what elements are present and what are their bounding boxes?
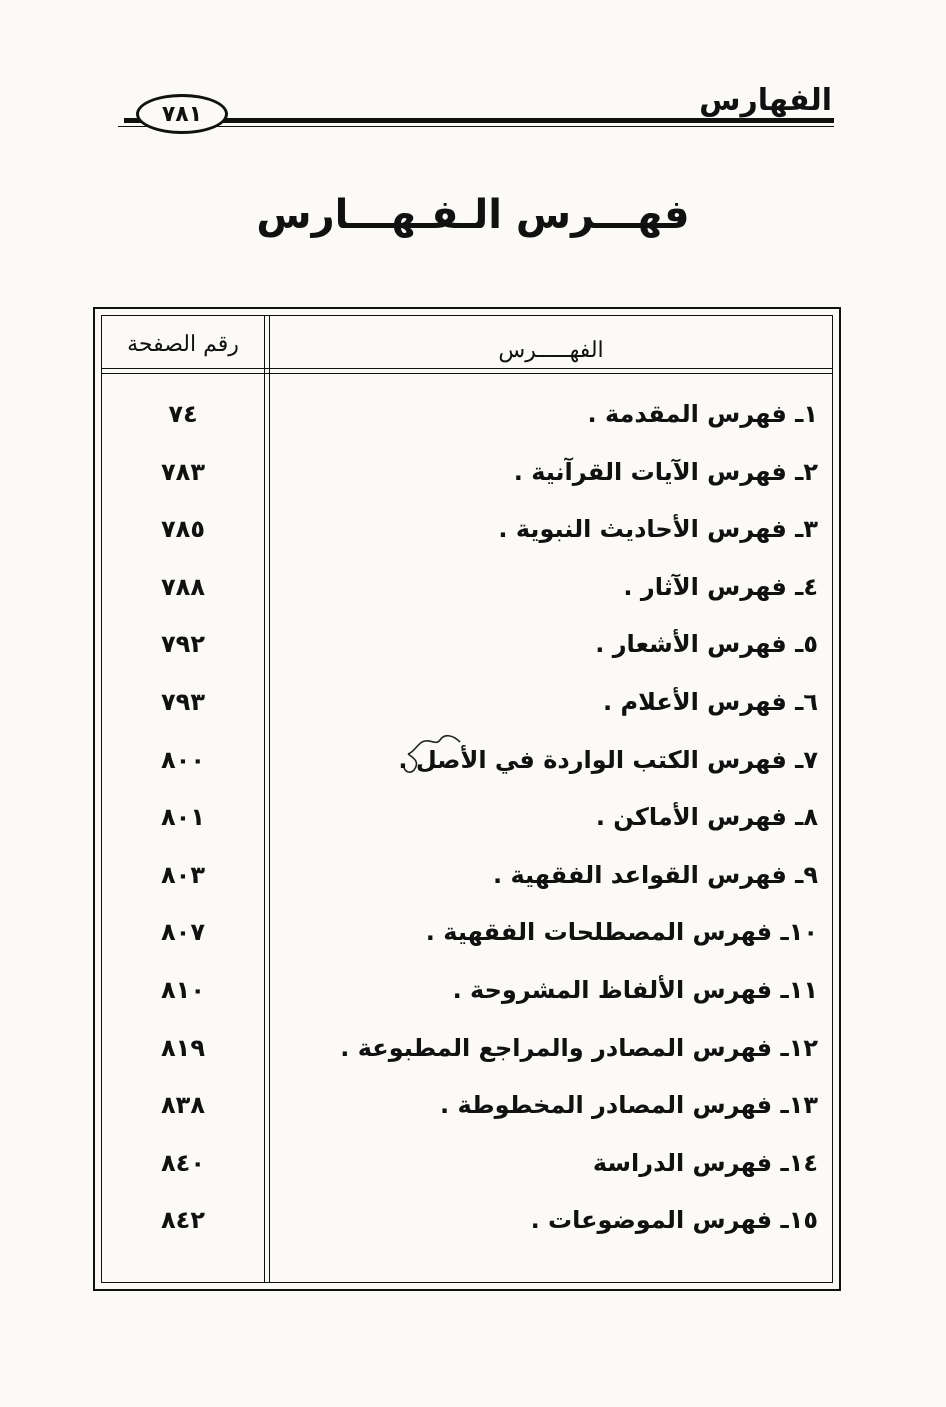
table-row <box>102 1034 832 1092</box>
page-number: ٧٨١ <box>136 94 228 134</box>
row-page-number: ٨٠٣ <box>161 860 205 889</box>
row-label: ٤ـ فهرس الآثار . <box>623 572 818 601</box>
row-page-number: ٧٨٨ <box>161 572 205 601</box>
table-rows <box>102 400 832 1264</box>
row-page-number: ٨٠٧ <box>161 918 205 947</box>
page-title: فهـــرس الـفـهـــارس <box>256 192 690 238</box>
table-row <box>102 803 832 861</box>
row-label: ١٢ـ فهرس المصادر والمراجع المطبوعة . <box>340 1033 818 1062</box>
row-label: ٣ـ فهرس الأحاديث النبوية . <box>498 515 818 544</box>
row-page-number: ٧٩٣ <box>161 687 205 716</box>
row-page-number: ٧٤ <box>168 400 198 428</box>
header-rule-thin <box>118 126 834 127</box>
running-header-title: الفهارس <box>693 84 832 118</box>
row-page-number: ٨٤٠ <box>161 1148 205 1177</box>
row-page-number: ٨٠٠ <box>161 745 205 774</box>
row-page-number: ٨١٠ <box>161 975 205 1004</box>
row-label: ١٠ـ فهرس المصطلحات الفقهية . <box>425 918 818 947</box>
table-row <box>102 976 832 1034</box>
table-row <box>102 688 832 746</box>
index-table-inner <box>101 315 833 1283</box>
row-page-number: ٨٤٢ <box>161 1206 205 1235</box>
row-label: ٨ـ فهرس الأماكن . <box>595 803 818 832</box>
column-header-page: رقم الصفحة <box>127 332 239 357</box>
table-row <box>102 861 832 919</box>
table-row <box>102 573 832 631</box>
row-page-number: ٨٠١ <box>161 803 205 832</box>
header-divider <box>102 368 832 374</box>
row-label: ١٣ـ فهرس المصادر المخطوطة . <box>440 1091 818 1120</box>
row-page-number: ٨٣٨ <box>161 1091 205 1120</box>
table-row <box>102 1149 832 1207</box>
row-label: ١١ـ فهرس الألفاظ المشروحة . <box>452 975 818 1004</box>
table-row <box>102 400 832 458</box>
table-row <box>102 1206 832 1264</box>
row-label: ٢ـ فهرس الآيات القرآنية . <box>513 457 818 486</box>
row-page-number: ٧٩٢ <box>161 630 205 659</box>
index-table <box>93 307 841 1291</box>
table-row <box>102 515 832 573</box>
running-header <box>118 82 834 142</box>
column-header-index: الفهـــــرس <box>498 338 604 363</box>
row-label: ٦ـ فهرس الأعلام . <box>603 687 818 716</box>
table-row <box>102 1091 832 1149</box>
table-row <box>102 746 832 804</box>
row-label: ١٥ـ فهرس الموضوعات . <box>530 1206 818 1235</box>
table-row <box>102 458 832 516</box>
header-rule <box>124 118 834 123</box>
row-page-number: ٨١٩ <box>161 1033 205 1062</box>
table-row <box>102 630 832 688</box>
row-page-number: ٧٨٣ <box>161 457 205 486</box>
row-page-number: ٧٨٥ <box>161 515 205 544</box>
row-label: ٥ـ فهرس الأشعار . <box>595 630 818 659</box>
row-label: ١ـ فهرس المقدمة . <box>587 400 818 428</box>
table-row <box>102 918 832 976</box>
row-label: ١٤ـ فهرس الدراسة <box>592 1148 818 1177</box>
row-label: ٧ـ فهرس الكتب الواردة في الأصل . <box>398 745 818 774</box>
handwritten-mark-icon <box>400 728 464 778</box>
row-label: ٩ـ فهرس القواعد الفقهية . <box>492 860 818 889</box>
